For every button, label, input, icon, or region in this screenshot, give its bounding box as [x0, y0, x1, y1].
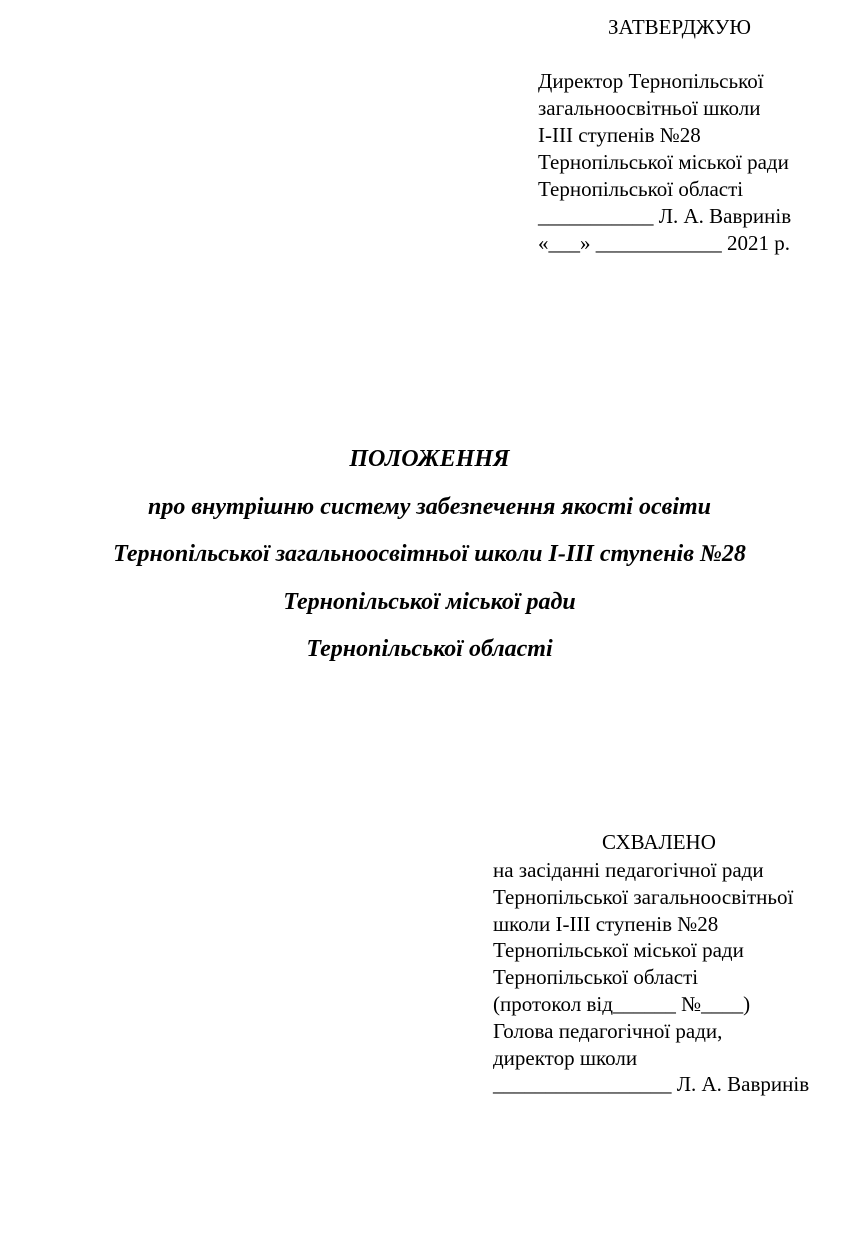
endorsement-line-grades: школи І-ІІІ ступенів №28	[493, 911, 719, 936]
approval-date-line: «___» ____________ 2021 р.	[538, 231, 790, 255]
endorsement-line-meeting: на засіданні педагогічної ради	[493, 858, 764, 882]
endorsement-line-school: Тернопільської загальноосвітньої	[493, 884, 794, 909]
approval-line-region: Тернопільської області	[538, 177, 744, 201]
approval-line-school: загальноосвітньої школи	[538, 96, 761, 120]
approval-heading: ЗАТВЕРДЖУЮ	[608, 15, 751, 39]
approval-line-director: Директор Тернопільської	[538, 69, 764, 93]
endorsement-line-director: директор школи	[493, 1045, 638, 1070]
endorsement-line-chair: Голова педагогічної ради,	[493, 1018, 723, 1043]
endorsement-protocol-line: (протокол від______ №____)	[493, 991, 751, 1016]
endorsement-heading: СХВАЛЕНО	[602, 830, 716, 854]
endorsement-block	[493, 857, 809, 1098]
endorsement-line-council: Тернопільської міської ради	[493, 938, 744, 963]
document-subtitle-line-2: Тернопільської загальноосвітньої школи І-ІІІ ступенів №28	[113, 541, 746, 567]
approval-line-council: Тернопільської міської ради	[538, 150, 789, 174]
endorsement-signature-line: _________________ Л. А. Вавринів	[493, 1072, 810, 1097]
approval-signature-line: ___________ Л. А. Вавринів	[538, 204, 792, 228]
document-title-block	[0, 436, 859, 674]
approval-line-grades: І-ІІІ ступенів №28	[538, 123, 701, 147]
approval-block	[538, 68, 791, 257]
document-subtitle-line-3: Тернопільської міської ради	[283, 588, 576, 615]
document-title: ПОЛОЖЕННЯ	[349, 446, 510, 472]
endorsement-line-region: Тернопільської області	[493, 965, 699, 990]
document-subtitle-line-1: про внутрішню систему забезпечення якості освіти	[147, 493, 711, 520]
document-subtitle-line-4: Тернопільської області	[306, 636, 553, 662]
